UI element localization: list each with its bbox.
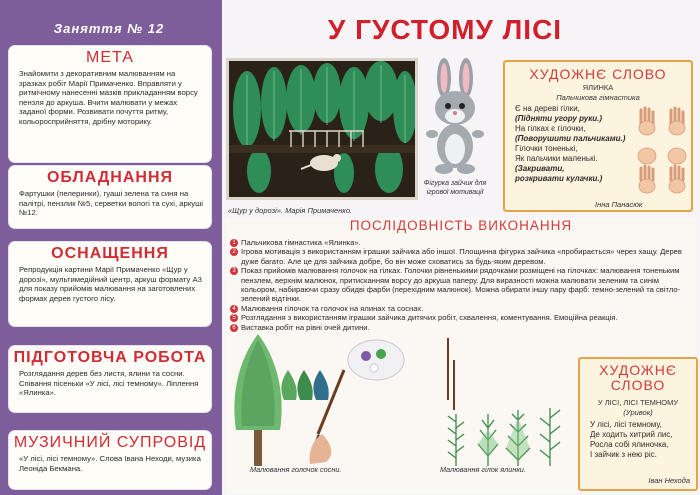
poem-line: Є на дереві гілки, bbox=[515, 104, 580, 113]
materials-title: ОСНАЩЕННЯ bbox=[51, 245, 169, 262]
music-card bbox=[9, 431, 211, 489]
equipment-card bbox=[9, 166, 211, 228]
pine-caption: Малювання голочок сосни. bbox=[250, 465, 342, 474]
poem-line: (Закривати, bbox=[515, 164, 565, 173]
art-word-2-poem bbox=[580, 420, 696, 460]
prep-text: Розглядання дерев без листя, ялини та сосни. Співання пісеньки «У лісі, лісі темному». Ліплення «Ялинка». bbox=[19, 369, 199, 398]
sequence-step: 3 Показ прийомів малювання голочок на гілках. Голочки рівненькими рядочками розміщені на гілочках: малювання тоненьким пензлем, верхнім малюнок, притисканням ворсу до аркуша паперу. Для виразності можна малювати зеленим та синім кольором, набираючи сразу обидві фарби (перехідним малюнок). Можна обирати іншу пару фарб: темно-зелений та світло-зелений відтінки. bbox=[230, 266, 694, 304]
painting-caption: «Щур у дорозі». Марія Примаченко. bbox=[228, 206, 353, 215]
music-text: «У лісі, лісі темному». Слова Івана Неходи, музика Леоніда Бекмана. bbox=[19, 454, 201, 473]
spruce-branch-icon bbox=[448, 408, 560, 466]
palette-icon bbox=[348, 340, 404, 380]
poem-line: Як пальчики маленькі. bbox=[515, 154, 598, 163]
materials-text: Репродукція картини Марії Примаченко «Щур у дорозі», мультимедійний центр, аркуш формату А3 для показу прийомів малювання на заготовлених формах дерев густого лісу. bbox=[19, 265, 202, 303]
painting-image bbox=[226, 58, 418, 200]
sequence-step: 4 Малювання гілочок та голочок на ялинах та соснах. bbox=[230, 304, 694, 313]
poem-line: Гілочки тоненькі, bbox=[515, 144, 578, 153]
poem-line: (Поворушити пальчиками.) bbox=[515, 134, 626, 143]
forest-painting-illustration bbox=[229, 61, 415, 197]
poem-line: У лісі, лісі темному, bbox=[590, 420, 662, 429]
art-word-2-subtitle: У ЛІСІ, ЛІСІ ТЕМНОМУ bbox=[597, 398, 679, 407]
poem-line: І зайчик з нею ріс. bbox=[590, 450, 657, 459]
art-word-1-title: ХУДОЖНЄ СЛОВО bbox=[529, 66, 667, 82]
art-word-2-subtitle2: (Уривок) bbox=[623, 408, 653, 417]
sequence-title: ПОСЛІДОВНІСТЬ ВИКОНАННЯ bbox=[349, 218, 573, 233]
sequence-step: 5 Розглядання з використанням іграшки зайчика дитячих робіт, схвалення, коментування. Емоційна реакція. bbox=[230, 313, 694, 322]
pine-tree-icon bbox=[234, 334, 281, 466]
sequence-step: 1 Пальчикова гімнастика «Ялинка». bbox=[230, 238, 694, 247]
sidebar bbox=[0, 0, 222, 495]
poem-line: На гілках є гілочки, bbox=[515, 124, 586, 133]
poem-line: (Підняти угору руки.) bbox=[515, 114, 603, 123]
art-word-2-title: ХУДОЖНЄ СЛОВО bbox=[599, 362, 677, 393]
art-word-box-1 bbox=[503, 60, 693, 212]
art-word-box-2 bbox=[578, 357, 698, 491]
sequence-steps bbox=[230, 238, 694, 332]
art-word-1-poem bbox=[515, 104, 625, 184]
bunny-icon bbox=[420, 56, 490, 176]
equipment-text: Фартушки (пелеринки), гуаші зелена та синя на палітрі, пензлик №5, серветки вологі та сухі, аркуші №12. bbox=[19, 189, 204, 218]
lesson-label: Заняття № 12 bbox=[53, 21, 165, 36]
spruce-caption: Малювання гілок ялинки. bbox=[440, 465, 526, 474]
art-word-1-subtitle2: Пальчикова гімнастика bbox=[556, 93, 640, 102]
bunny-figure bbox=[420, 56, 490, 176]
sequence-step: 6 Виставка робіт на рівні очей дитини. bbox=[230, 323, 694, 332]
poem-line: розкривати кулачки.) bbox=[515, 174, 603, 183]
art-word-1-subtitle: ЯЛИНКА bbox=[582, 83, 614, 92]
goal-card bbox=[9, 46, 211, 162]
art-word-2-author: Іван Нехода bbox=[648, 476, 690, 485]
drawing-steps-illustration bbox=[226, 330, 576, 470]
prep-title: ПІДГОТОВЧА РОБОТА bbox=[13, 349, 207, 366]
music-title: МУЗИЧНИЙ СУПРОВІД bbox=[13, 434, 207, 451]
materials-card bbox=[9, 242, 211, 326]
bunny-caption: Фігурка зайчик для ігрової мотивації bbox=[423, 180, 487, 196]
equipment-title: ОБЛАДНАННЯ bbox=[46, 169, 174, 186]
art-word-1-author: Інна Панасюк bbox=[595, 200, 643, 209]
goal-text: Знайомити з декоративним малюванням на зразках робіт Марії Примаченко. Вправляти у ритмічному нанесенні мазків прикладанням ворсу пензля до аркуша. Вчити малювати у межах заданої форми. Розвивати почуття ритму, кольоросприйняття, дрібну моторику. bbox=[19, 69, 198, 126]
poem-line: Де ходить хитрий лис, bbox=[590, 430, 673, 439]
goal-title: МЕТА bbox=[86, 49, 134, 66]
prep-card bbox=[9, 346, 211, 412]
sequence-step: 2 Ігрова мотивація з використанням іграшки зайчика або іншої. Площинна фігурка зайчика «пробирається» через хащу. Дерев дуже багато. Але це для зайчика добре, бо він може сховатись за будь-яким деревом. bbox=[230, 247, 694, 266]
page-title: У ГУСТОМУ ЛІСІ bbox=[327, 14, 563, 45]
hands-icon bbox=[633, 106, 693, 202]
poem-line: Росла собі ялиночка, bbox=[590, 440, 669, 449]
